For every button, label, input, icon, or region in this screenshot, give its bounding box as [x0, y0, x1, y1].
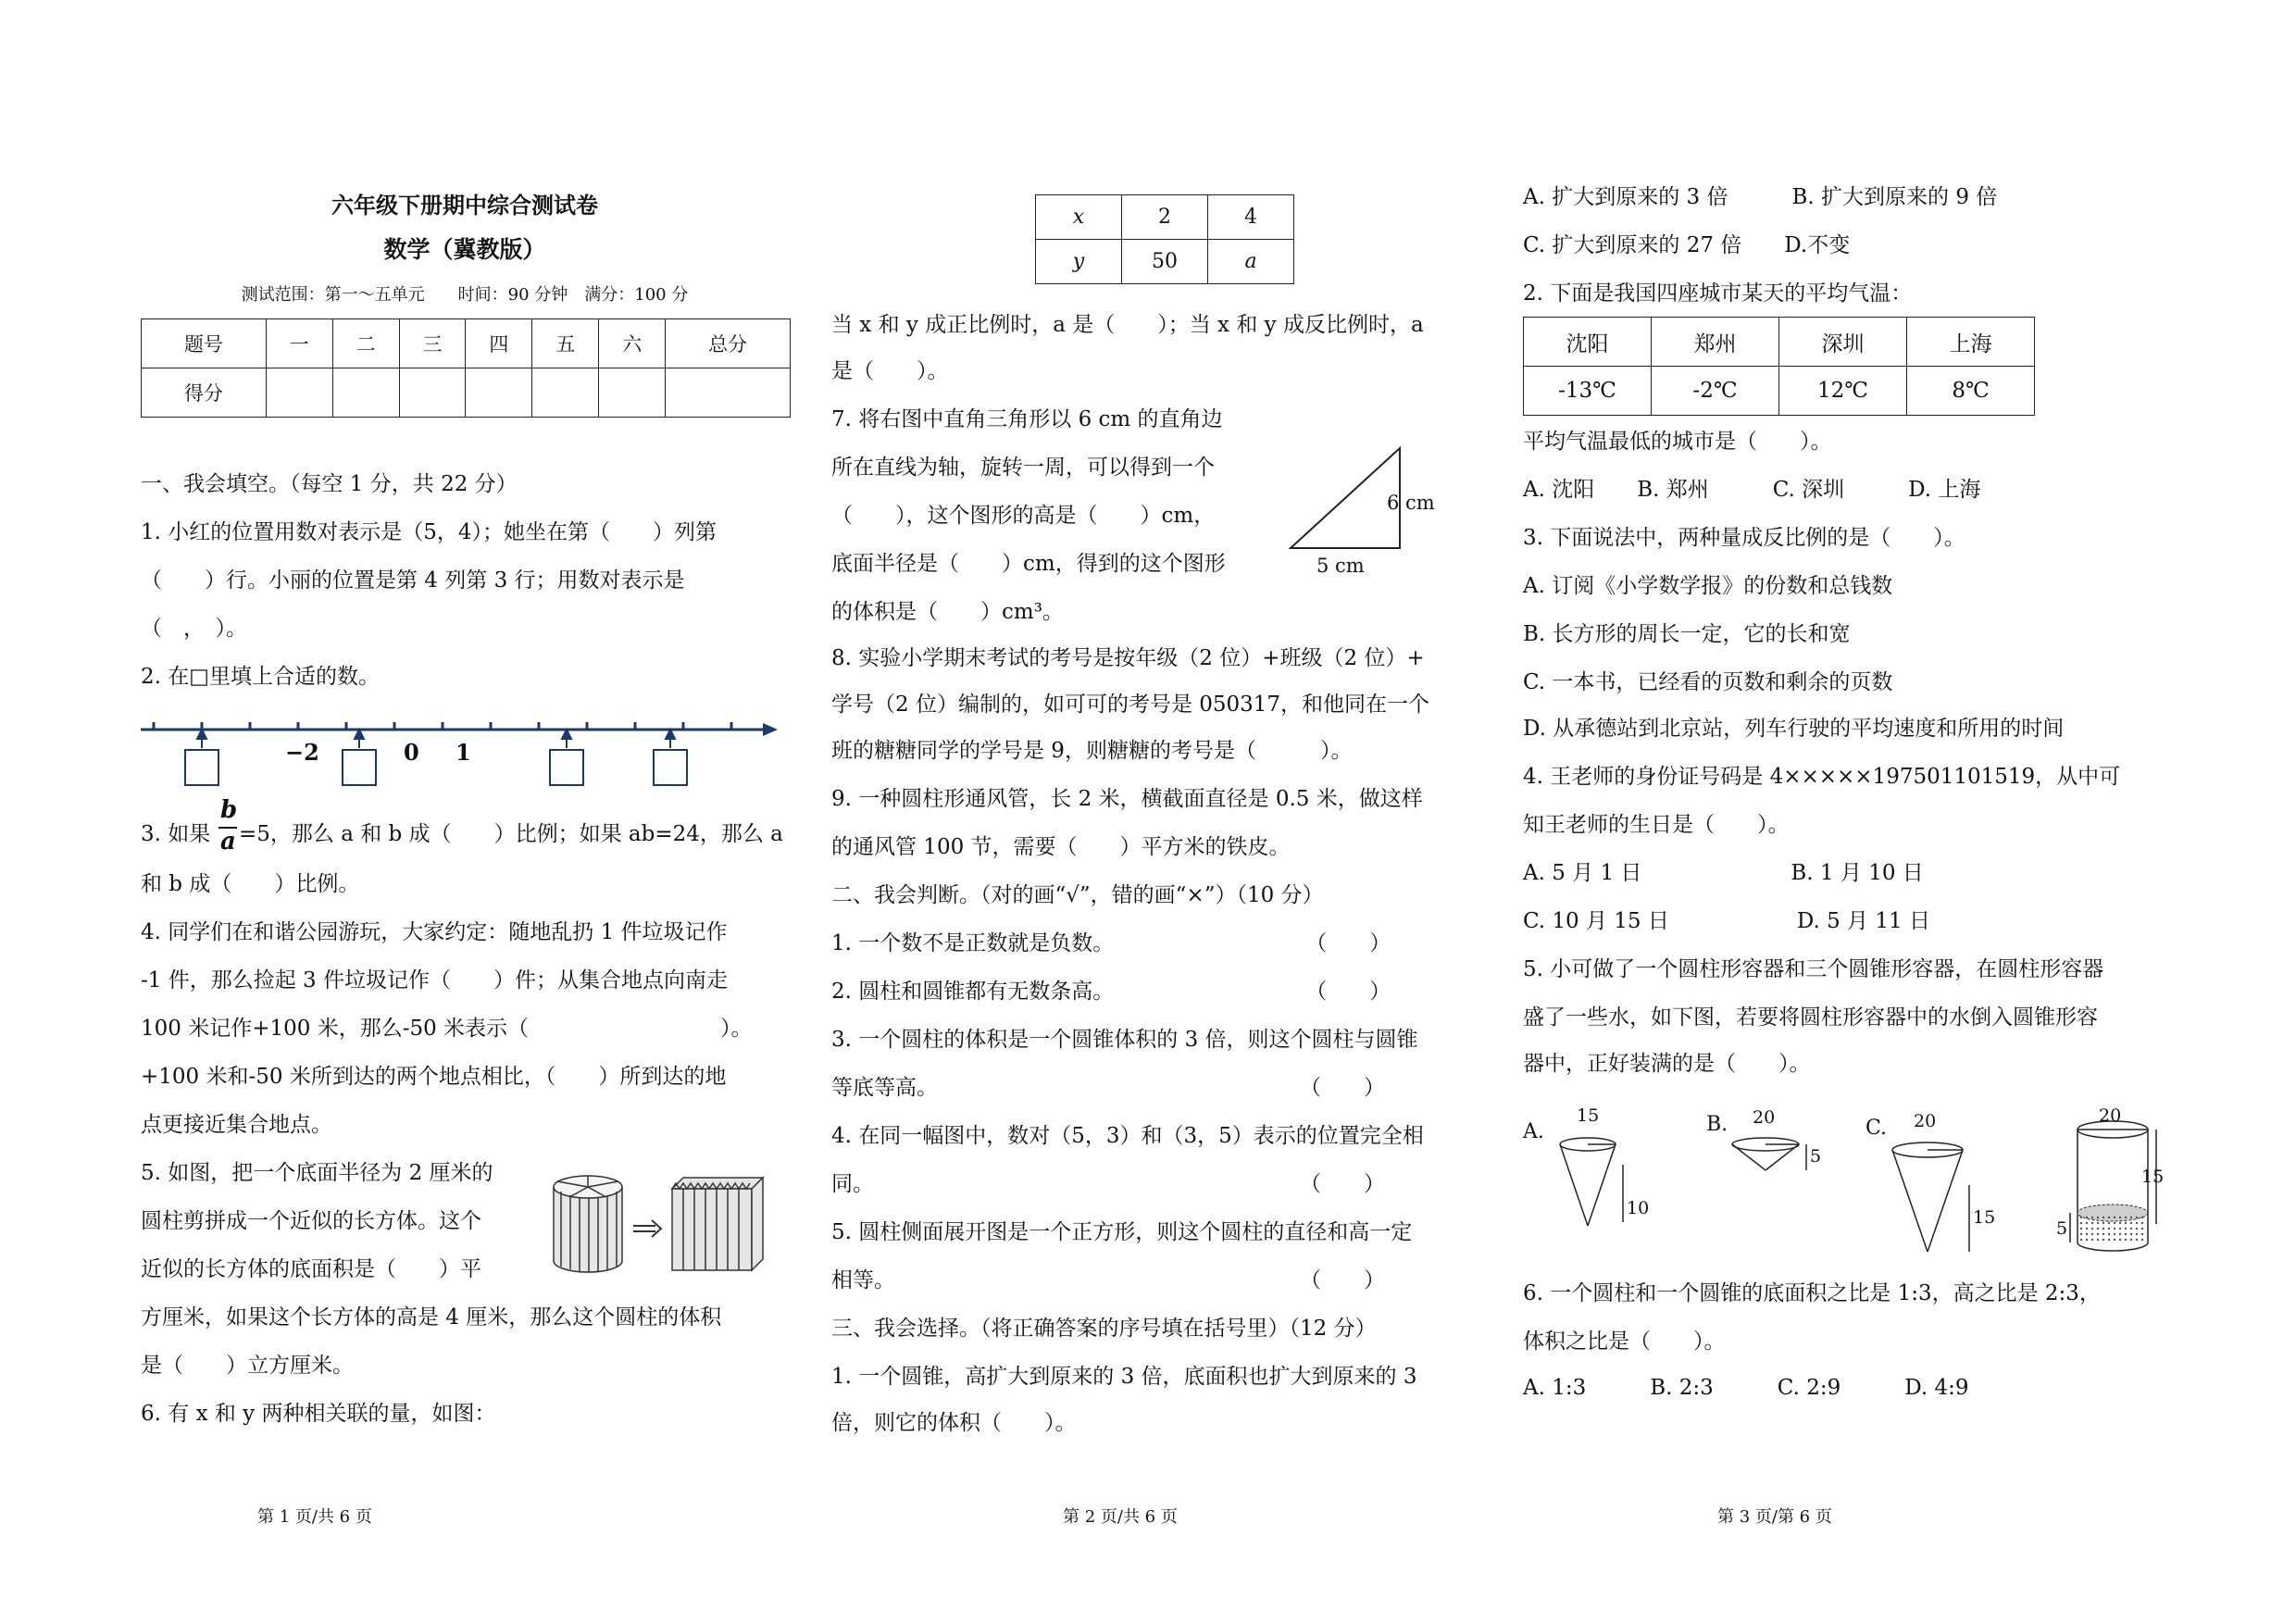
- temp-cell: -13℃: [1524, 367, 1652, 416]
- score-header-cell: 二: [332, 319, 399, 368]
- page-footer: 第 2 页/共 6 页: [1063, 1507, 1178, 1527]
- containers-figure: [1523, 1104, 2171, 1261]
- score-cell[interactable]: [466, 368, 532, 418]
- xy-cell: 2: [1122, 195, 1208, 240]
- cone-b-side-label: 5: [1810, 1146, 1822, 1167]
- question-line: 学号（2 位）编制的，如可可的考号是 050317，和他同在一个: [831, 693, 1430, 717]
- option-line: C. 扩大到原来的 27 倍 D.不变: [1523, 233, 1851, 257]
- fraction-numerator: b: [220, 796, 238, 824]
- score-cell[interactable]: [599, 368, 666, 418]
- score-header-cell: 题号: [142, 319, 267, 368]
- question-line: 的通风管 100 节，需要（ ）平方米的铁皮。: [831, 835, 1291, 859]
- score-cell[interactable]: [266, 368, 332, 418]
- score-header-cell: 四: [466, 319, 532, 368]
- question-line: 班的糖糖同学的学号是 9，则糖糖的考号是（ ）。: [831, 739, 1353, 763]
- fraction-denominator: a: [220, 828, 236, 855]
- cone-a-letter: A.: [1523, 1120, 1544, 1143]
- triangle-base-label: 5 cm: [1316, 555, 1365, 577]
- question-line: 1. 一个数不是正数就是负数。 （ ）: [831, 931, 1391, 955]
- question-line: 100 米记作+100 米，那么-50 米表示（ ）。: [141, 1017, 753, 1041]
- number-line-label: 1: [455, 739, 471, 766]
- question-line: 体积之比是（ ）。: [1523, 1330, 1726, 1354]
- score-header-row: [142, 319, 791, 368]
- question-line: 2. 下面是我国四座城市某天的平均气温：: [1523, 281, 1913, 306]
- option-line: D. 从承德站到北京站，列车行驶的平均速度和所用的时间: [1523, 717, 2065, 741]
- question-line: 所在直线为轴，旋转一周，可以得到一个: [831, 456, 1215, 480]
- question-line: （ ），这个图形的高是（ ）cm，: [831, 504, 1216, 528]
- option-line: A. 扩大到原来的 3 倍 B. 扩大到原来的 9 倍: [1523, 185, 1998, 209]
- question-line: =5，那么 a 和 b 成（ ）比例；如果 ab=24，那么 a: [239, 822, 783, 846]
- xy-row-y: [1036, 240, 1294, 284]
- question-line: 7. 将右图中直角三角形以 6 cm 的直角边: [831, 407, 1223, 431]
- option-line: A. 沈阳 B. 郑州 C. 深圳 D. 上海: [1523, 478, 1981, 502]
- answer-box: [654, 750, 687, 785]
- xy-cell: y: [1036, 240, 1122, 284]
- question-line: -1 件，那么捡起 3 件垃圾记作（ ）件；从集合地点向南走: [141, 968, 728, 993]
- city-cell: 郑州: [1652, 318, 1779, 367]
- question-line: 相等。 （ ）: [831, 1268, 1385, 1292]
- question-line: 平均气温最低的城市是（ ）。: [1523, 430, 1832, 454]
- question-line: 2. 圆柱和圆锥都有无数条高。 （ ）: [831, 980, 1391, 1004]
- answer-box: [185, 750, 218, 785]
- question-line: 方厘米，如果这个长方体的高是 4 厘米，那么这个圆柱的体积: [141, 1305, 722, 1330]
- temp-cell: -2℃: [1652, 367, 1779, 416]
- answer-box: [550, 750, 583, 785]
- number-line-label: 0: [404, 739, 419, 766]
- exam-subtitle: 数学（冀教版）: [383, 236, 546, 263]
- score-header-cell: 三: [399, 319, 466, 368]
- temp-cell: 12℃: [1779, 367, 1907, 416]
- question-line: 6. 有 x 和 y 两种相关联的量，如图：: [141, 1402, 496, 1426]
- temp-cell: 8℃: [1907, 367, 2035, 416]
- section-1-heading: 一、我会填空。（每空 1 分，共 22 分）: [141, 472, 518, 496]
- question-line: 1. 小红的位置用数对表示是（5，4）；她坐在第（ ）列第: [141, 520, 718, 544]
- page-footer: 第 3 页/第 6 页: [1717, 1507, 1832, 1527]
- score-cell[interactable]: [399, 368, 466, 418]
- question-line: 盛了一些水，如下图，若要将圆柱形容器中的水倒入圆锥形容: [1523, 1005, 2098, 1030]
- city-row: [1524, 318, 2035, 367]
- question-line: 3. 一个圆柱的体积是一个圆锥体积的 3 倍，则这个圆柱与圆锥: [831, 1028, 1418, 1052]
- question-line: 同。 （ ）: [831, 1172, 1385, 1196]
- question-line: 圆柱剪拼成一个近似的长方体。这个: [141, 1209, 481, 1233]
- question-line: +100 米和-50 米所到达的两个地点相比，（ ）所到达的地: [141, 1065, 727, 1089]
- question-line: 4. 在同一幅图中，数对（5，3）和（3，5）表示的位置完全相: [831, 1124, 1424, 1148]
- xy-cell: 50: [1122, 240, 1208, 284]
- score-header-cell: 一: [266, 319, 332, 368]
- cylinder-top-label: 20: [2099, 1105, 2122, 1126]
- exam-info: 测试范围：第一～五单元 时间：90 分钟 满分：100 分: [241, 285, 689, 305]
- question-line: 8. 实验小学期末考试的考号是按年级（2 位）+班级（2 位）+: [831, 646, 1425, 670]
- cylinder-water-label: 5: [2056, 1218, 2068, 1239]
- question-line: 6. 一个圆柱和一个圆锥的底面积之比是 1:3，高之比是 2:3，: [1523, 1281, 2101, 1305]
- cone-b-letter: B.: [1706, 1113, 1728, 1136]
- section-3-heading: 三、我会选择。（将正确答案的序号填在括号里）（12 分）: [831, 1317, 1377, 1341]
- option-line: B. 长方形的周长一定，它的长和宽: [1523, 622, 1851, 646]
- page-footer: 第 1 页/共 6 页: [257, 1507, 372, 1527]
- question-line: 5. 如图，把一个底面半径为 2 厘米的: [141, 1161, 493, 1185]
- option-line: A. 5 月 1 日 B. 1 月 10 日: [1523, 861, 1924, 885]
- option-line: A. 订阅《小学数学报》的份数和总钱数: [1523, 574, 1893, 598]
- score-header-cell: 六: [599, 319, 666, 368]
- score-cell[interactable]: [532, 368, 599, 418]
- question-line: 和 b 成（ ）比例。: [141, 872, 360, 896]
- temp-row: [1524, 367, 2035, 416]
- question-line: 5. 小可做了一个圆柱形容器和三个圆锥形容器，在圆柱形容器: [1523, 957, 2104, 981]
- cone-c-top-label: 20: [1914, 1111, 1937, 1131]
- number-line-label: −2: [285, 739, 319, 766]
- option-line: A. 1:3 B. 2:3 C. 2:9 D. 4:9: [1523, 1376, 1969, 1400]
- question-line: 当 x 和 y 成正比例时，a 是（ ）；当 x 和 y 成反比例时，a: [831, 313, 1424, 337]
- option-line: C. 10 月 15 日 D. 5 月 11 日: [1523, 909, 1930, 933]
- question-line: 是（ ）。: [831, 359, 949, 383]
- cylinder-height-label: 15: [2141, 1167, 2165, 1187]
- question-line: 2. 在□里填上合适的数。: [141, 665, 380, 689]
- question-line: 的体积是（ ）cm³。: [831, 600, 1064, 624]
- question-line: 4. 同学们在和谐公园游玩，大家约定：随地乱扔 1 件垃圾记作: [141, 920, 728, 944]
- question-line: 等底等高。 （ ）: [831, 1076, 1385, 1100]
- question-line: 4. 王老师的身份证号码是 4×××××197501101519，从中可: [1523, 765, 2121, 789]
- option-line: C. 一本书，已经看的页数和剩余的页数: [1523, 670, 1893, 694]
- question-line: 9. 一种圆柱形通风管，长 2 米，横截面直径是 0.5 米，做这样: [831, 787, 1423, 811]
- question-line: 知王老师的生日是（ ）。: [1523, 813, 1790, 837]
- xy-cell: 4: [1208, 195, 1294, 240]
- question-line: 底面半径是（ ）cm，得到的这个图形: [831, 552, 1226, 576]
- question-line: 器中，正好装满的是（ ）。: [1523, 1052, 1811, 1076]
- score-header-cell: 五: [532, 319, 599, 368]
- cone-c-letter: C.: [1866, 1117, 1888, 1140]
- question-line: 3. 下面说法中，两种量成反比例的是（ ）。: [1523, 526, 1965, 550]
- question-line: 近似的长方体的底面积是（ ）平: [141, 1257, 481, 1281]
- city-cell: 上海: [1907, 318, 2035, 367]
- question-line: 倍，则它的体积（ ）。: [831, 1411, 1077, 1435]
- question-line: 点更接近集合地点。: [141, 1113, 332, 1137]
- question-line: 5. 圆柱侧面展开图是一个正方形，则这个圆柱的直径和高一定: [831, 1220, 1413, 1244]
- question-line: 3. 如果: [141, 822, 211, 846]
- question-line: 1. 一个圆锥，高扩大到原来的 3 倍，底面积也扩大到原来的 3: [831, 1365, 1417, 1389]
- question-line: （ ）行。小丽的位置是第 4 列第 3 行；用数对表示是: [141, 568, 685, 593]
- exam-title: 六年级下册期中综合测试卷: [331, 192, 598, 218]
- score-cell[interactable]: [332, 368, 399, 418]
- section-2-heading: 二、我会判断。（对的画“√”，错的画“×”）（10 分）: [831, 883, 1324, 907]
- triangle-side-label: 6 cm: [1387, 492, 1435, 514]
- cone-a-side-label: 10: [1627, 1198, 1650, 1218]
- score-header-cell: 总分: [666, 319, 791, 368]
- temperature-table: [1523, 317, 2035, 416]
- score-table: [141, 318, 791, 418]
- city-cell: 沈阳: [1524, 318, 1652, 367]
- score-row-label: 得分: [142, 368, 267, 418]
- question-line: 是（ ）立方厘米。: [141, 1354, 354, 1378]
- xy-cell: x: [1036, 195, 1122, 240]
- cone-b-top-label: 20: [1753, 1107, 1776, 1128]
- score-cell[interactable]: [666, 368, 791, 418]
- question-line: （ ， ）。: [141, 617, 247, 641]
- city-cell: 深圳: [1779, 318, 1907, 367]
- answer-box: [343, 750, 376, 785]
- cylinder-to-cuboid-figure: [548, 1168, 780, 1280]
- xy-table: [1035, 194, 1294, 284]
- score-row: [142, 368, 791, 418]
- cone-a-top-label: 15: [1577, 1105, 1600, 1126]
- xy-row-x: [1036, 195, 1294, 240]
- xy-cell: a: [1208, 240, 1294, 284]
- cone-c-side-label: 15: [1973, 1207, 1996, 1228]
